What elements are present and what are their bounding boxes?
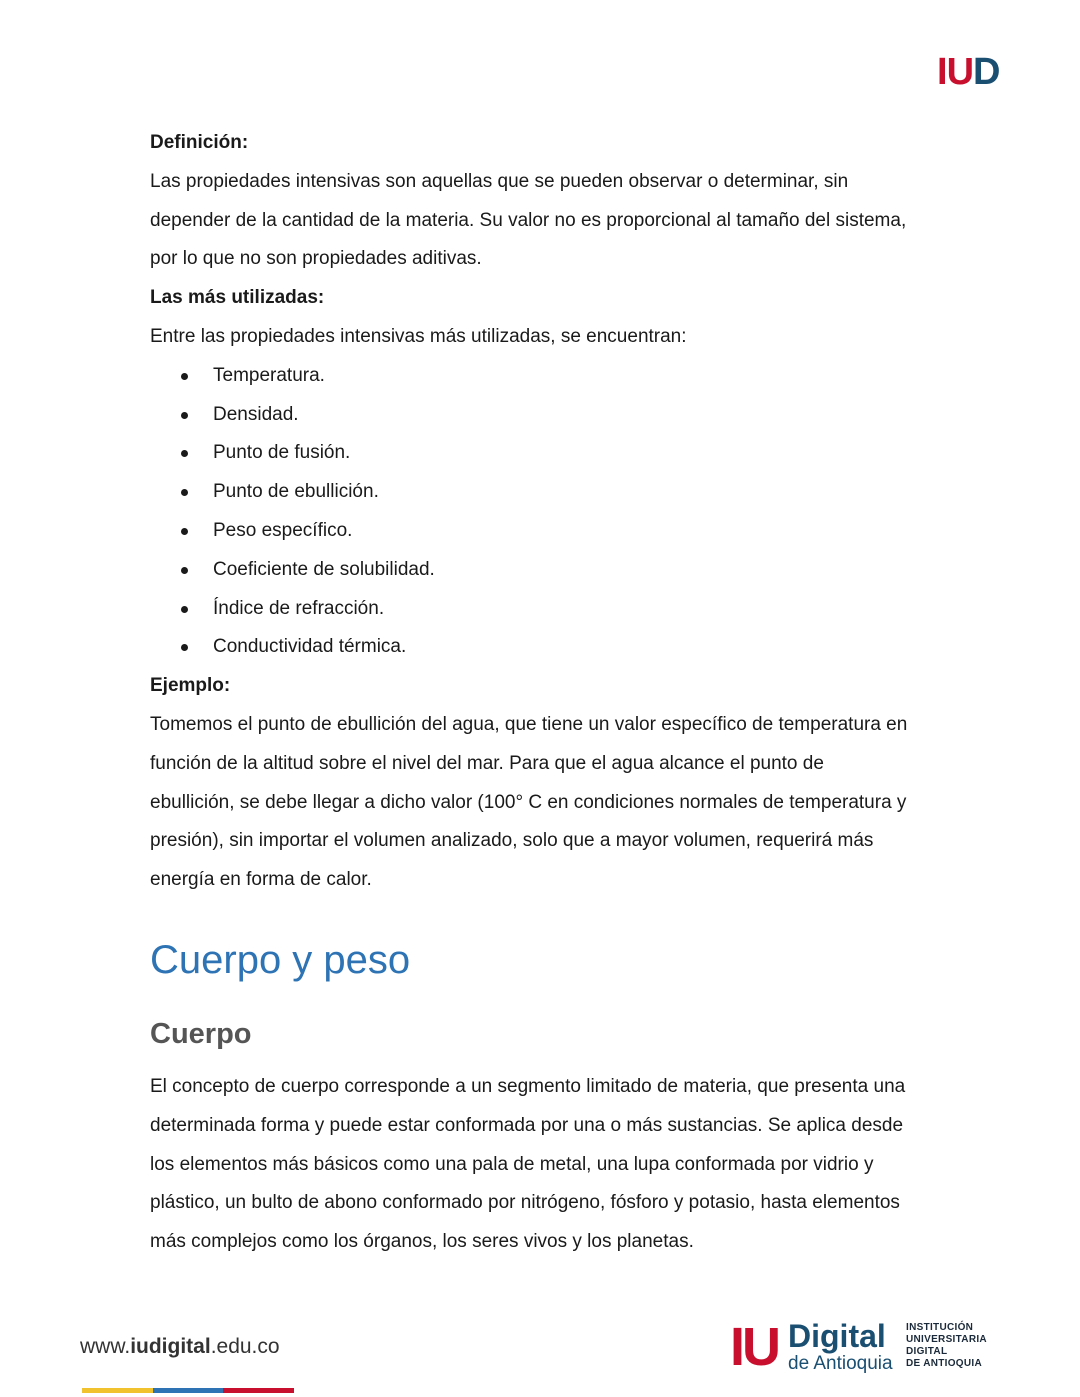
inst-line: DE ANTIOQUIA xyxy=(906,1358,983,1369)
url-suffix: .edu.co xyxy=(210,1335,280,1358)
ejemplo-line: Tomemos el punto de ebullición del agua, que tiene un valor específico de temperatura en xyxy=(150,713,908,735)
iud-header-logo xyxy=(937,52,999,92)
ejemplo-line: función de la altitud sobre el nivel del mar. Para que el agua alcance el punto de xyxy=(150,752,824,774)
list-item-text: Densidad. xyxy=(213,403,299,425)
color-bar-segment xyxy=(153,1388,224,1393)
bullet-icon xyxy=(181,567,188,574)
list-item-text: Punto de ebullición. xyxy=(213,481,379,503)
logo-letter-d: D xyxy=(973,51,1000,93)
definicion-line: por lo que no son propiedades aditivas. xyxy=(150,248,482,270)
bullet-icon xyxy=(181,373,188,380)
list-item xyxy=(150,434,940,473)
list-item xyxy=(150,628,940,667)
cuerpo-line: determinada forma y puede estar conformada por una o más sustancias. Se aplica desde xyxy=(150,1114,904,1136)
inst-line: INSTITUCIÓN xyxy=(906,1322,974,1333)
bullet-icon xyxy=(181,644,188,651)
cuerpo-line: plástico, un bulto de abono conformado por nitrógeno, fósforo y potasio, hasta elementos xyxy=(150,1192,900,1214)
list-item xyxy=(150,590,940,629)
list-item xyxy=(150,512,940,551)
ejemplo-line: ebullición, se debe llegar a dicho valor (100° C en condiciones normales de temperatura y xyxy=(150,791,907,813)
list-item-text: Punto de fusión. xyxy=(213,442,351,464)
subheading-cuerpo: Cuerpo xyxy=(150,1018,252,1050)
definicion-line: Las propiedades intensivas son aquellas que se pueden observar o determinar, sin xyxy=(150,170,849,192)
url-prefix: www. xyxy=(80,1335,131,1358)
definicion-line: depender de la cantidad de la materia. Su valor no es proporcional al tamaño del sistema, xyxy=(150,209,907,231)
logo-institution-text xyxy=(906,1322,987,1370)
color-bar-segment xyxy=(223,1388,294,1393)
ejemplo-line: presión), sin importar el volumen analizado, solo que a mayor volumen, requerirá más xyxy=(150,830,874,852)
url-domain: iudigital xyxy=(130,1335,211,1358)
list-item-text: Coeficiente de solubilidad. xyxy=(213,558,435,580)
cuerpo-line: El concepto de cuerpo corresponde a un segmento limitado de materia, que presenta una xyxy=(150,1076,906,1097)
definicion-label: Definición: xyxy=(150,132,249,153)
list-item-text: Conductividad térmica. xyxy=(213,636,407,658)
list-item-text: Temperatura. xyxy=(213,364,325,386)
iudigital-footer-logo xyxy=(730,1318,1010,1378)
footer-website-link[interactable] xyxy=(80,1335,280,1359)
color-bar-segment xyxy=(82,1388,153,1393)
logo-letter-u: U xyxy=(946,51,974,93)
logo-iu: IU xyxy=(730,1317,778,1377)
cuerpo-line: más complejos como los órganos, los seres vivos y los planetas. xyxy=(150,1231,694,1253)
list-item-text: Índice de refracción. xyxy=(213,597,385,619)
bullet-icon xyxy=(181,412,188,419)
heading-cuerpo-y-peso: Cuerpo y peso xyxy=(150,938,411,982)
bullet-icon xyxy=(181,528,188,535)
inst-line: DIGITAL xyxy=(906,1346,948,1357)
ejemplo-label: Ejemplo: xyxy=(150,675,231,697)
list-item xyxy=(150,551,940,590)
footer-color-bar xyxy=(82,1388,294,1393)
utilizadas-intro: Entre las propiedades intensivas más utilizadas, se encuentran: xyxy=(150,325,687,347)
inst-line: UNIVERSITARIA xyxy=(906,1334,987,1345)
list-item-text: Peso específico. xyxy=(213,519,353,541)
section-propiedades-intensivas xyxy=(150,124,940,900)
logo-de-antioquia: de Antioquia xyxy=(788,1353,893,1374)
ejemplo-line: energía en forma de calor. xyxy=(150,869,372,891)
logo-digital: Digital xyxy=(788,1318,886,1354)
section-cuerpo xyxy=(150,1068,940,1262)
cuerpo-line: los elementos más básicos como una pala de metal, una lupa conformada por vidrio y xyxy=(150,1153,874,1175)
bullet-icon xyxy=(181,606,188,613)
logo-letter-i: I xyxy=(937,51,947,93)
list-item xyxy=(150,357,940,396)
bullet-icon xyxy=(181,450,188,457)
list-item xyxy=(150,396,940,435)
bullet-icon xyxy=(181,489,188,496)
properties-list xyxy=(150,357,940,667)
utilizadas-label: Las más utilizadas: xyxy=(150,287,325,309)
list-item xyxy=(150,473,940,512)
